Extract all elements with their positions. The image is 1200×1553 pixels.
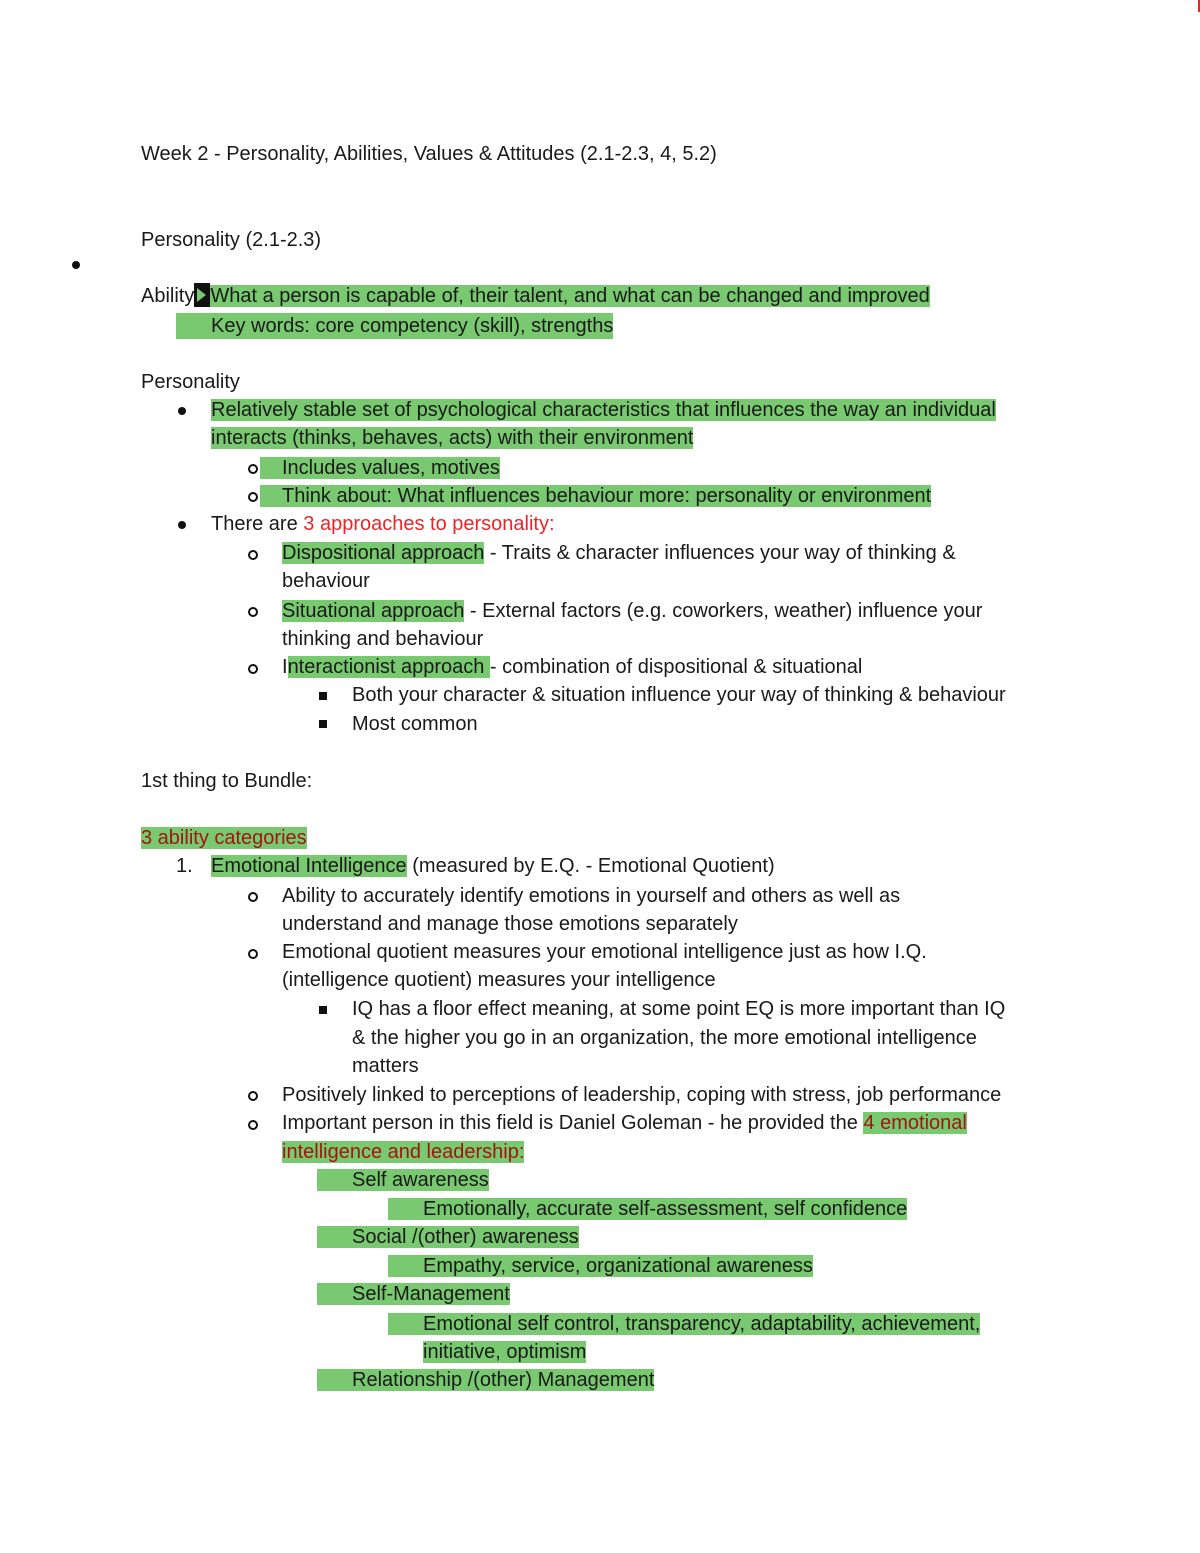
- section-heading-personality: Personality (2.1-2.3): [141, 229, 322, 251]
- square-bullet-icon: [319, 720, 327, 728]
- personality-definition-line1: Relatively stable set of psychological characteristics that influences the way an individual: [211, 399, 996, 421]
- self-management-detail-cont: initiative, optimism: [423, 1341, 587, 1363]
- emotional-intelligence-measure: (measured by E.Q. - Emotional Quotient): [406, 855, 775, 877]
- self-awareness-row: [317, 1167, 489, 1193]
- circle-bullet-icon: [248, 1120, 258, 1130]
- interactionist-sub1: Both your character & situation influence your way of thinking & behaviour: [352, 684, 1006, 706]
- circle-bullet-icon: [248, 892, 258, 902]
- personality-definition-line2: interacts (thinks, behaves, acts) with their environment: [211, 427, 694, 449]
- circle-bullet-icon: [248, 464, 258, 474]
- circle-bullet-icon: [248, 664, 258, 674]
- social-awareness-sub-row: [388, 1253, 813, 1279]
- list-number: 1.: [176, 855, 193, 877]
- social-awareness-detail: Empathy, service, organizational awareness: [388, 1255, 813, 1277]
- situational-line: [282, 598, 982, 624]
- ability-categories-row: [141, 825, 307, 851]
- ei-point2: Emotional quotient measures your emotional intelligence just as how I.Q.: [282, 941, 927, 963]
- ability-definition: What a person is capable of, their talent, and what can be changed and improved: [210, 285, 930, 307]
- cursor-marker-icon: [194, 283, 210, 307]
- ability-label: Ability: [141, 285, 195, 307]
- document-title: Week 2 - Personality, Abilities, Values & Attitudes (2.1-2.3, 4, 5.2): [141, 143, 717, 165]
- personality-sub2-row: [260, 483, 931, 509]
- approaches-count: 3 approaches to personality: [303, 513, 549, 535]
- approaches-line: [211, 511, 555, 537]
- interactionist-sub2: Most common: [352, 713, 478, 735]
- situational-name: Situational approach: [282, 600, 465, 622]
- ei-point1: Ability to accurately identify emotions in yourself and others as well as: [282, 885, 901, 907]
- self-awareness: Self awareness: [317, 1169, 489, 1191]
- ability-keywords: Key words: core competency (skill), strengths: [176, 313, 613, 339]
- square-bullet-icon: [319, 692, 327, 700]
- iq-floor-effect-cont: & the higher you go in an organization, the more emotional intelligence: [352, 1027, 977, 1049]
- ability-categories-heading: 3 ability categories: [141, 827, 307, 849]
- self-management-detail: Emotional self control, transparency, adaptability, achievement,: [388, 1313, 980, 1335]
- interactionist-name: nteractionist approach: [287, 656, 490, 678]
- interactionist-line: [282, 654, 862, 680]
- dispositional-desc: - Traits & character influences your way of thinking &: [484, 542, 956, 564]
- circle-bullet-icon: [248, 607, 258, 617]
- iq-floor-effect: IQ has a floor effect meaning, at some point EQ is more important than IQ: [352, 998, 1006, 1020]
- approaches-pre: There are: [211, 513, 304, 535]
- self-management-row: [317, 1281, 510, 1307]
- social-awareness-row: [317, 1224, 579, 1250]
- emotional-intelligence-line: [211, 853, 775, 879]
- situational-desc-cont: thinking and behaviour: [282, 628, 484, 650]
- self-management-sub-row2: [423, 1339, 586, 1365]
- relationship-management: Relationship /(other) Management: [317, 1369, 654, 1391]
- situational-desc: - External factors (e.g. coworkers, weather) influence your: [464, 600, 983, 622]
- ei-point1-cont: understand and manage those emotions separately: [282, 913, 738, 935]
- ability-line: [141, 283, 930, 309]
- ei-point2-cont: (intelligence quotient) measures your intelligence: [282, 969, 716, 991]
- self-awareness-detail: Emotionally, accurate self-assessment, self confidence: [388, 1198, 907, 1220]
- goleman-highlight: 4 emotional: [863, 1112, 967, 1134]
- circle-bullet-icon: [248, 550, 258, 560]
- personality-sub2: Think about: What influences behaviour more: personality or environment: [260, 485, 931, 507]
- personality-sub1: Includes values, motives: [260, 457, 500, 479]
- personality-def-row2: [211, 425, 693, 451]
- bullet-icon: [178, 407, 186, 415]
- personality-def-row: [211, 397, 996, 423]
- self-awareness-sub-row: [388, 1196, 907, 1222]
- relationship-management-row: [317, 1367, 654, 1393]
- approaches-colon: :: [548, 513, 555, 535]
- self-management-sub-row: [388, 1311, 980, 1337]
- personality-heading: Personality: [141, 371, 240, 393]
- bundle-heading: 1st thing to Bundle:: [141, 770, 313, 792]
- interactionist-desc: - combination of dispositional & situational: [489, 656, 863, 678]
- goleman-text: Important person in this field is Daniel Goleman - he provided the: [282, 1112, 864, 1134]
- emotional-intelligence-name: Emotional Intelligence: [211, 855, 407, 877]
- interactionist-initial: I: [282, 656, 288, 678]
- dispositional-line: [282, 540, 956, 566]
- stray-bullet: [72, 261, 80, 269]
- ei-point3: Positively linked to perceptions of leadership, coping with stress, job performance: [282, 1084, 1002, 1106]
- goleman-highlight-cont: intelligence and leadership:: [282, 1141, 525, 1163]
- square-bullet-icon: [319, 1006, 327, 1014]
- circle-bullet-icon: [248, 1091, 258, 1101]
- dispositional-name: Dispositional approach: [282, 542, 485, 564]
- circle-bullet-icon: [248, 492, 258, 502]
- bullet-icon: [178, 521, 186, 529]
- circle-bullet-icon: [248, 949, 258, 959]
- ei-point4: [282, 1110, 967, 1136]
- iq-floor-effect-end: matters: [352, 1055, 419, 1077]
- personality-sub1-row: [260, 455, 500, 481]
- social-awareness: Social /(other) awareness: [317, 1226, 579, 1248]
- dispositional-desc-cont: behaviour: [282, 570, 370, 592]
- goleman-row2: [282, 1139, 524, 1165]
- self-management: Self-Management: [317, 1283, 510, 1305]
